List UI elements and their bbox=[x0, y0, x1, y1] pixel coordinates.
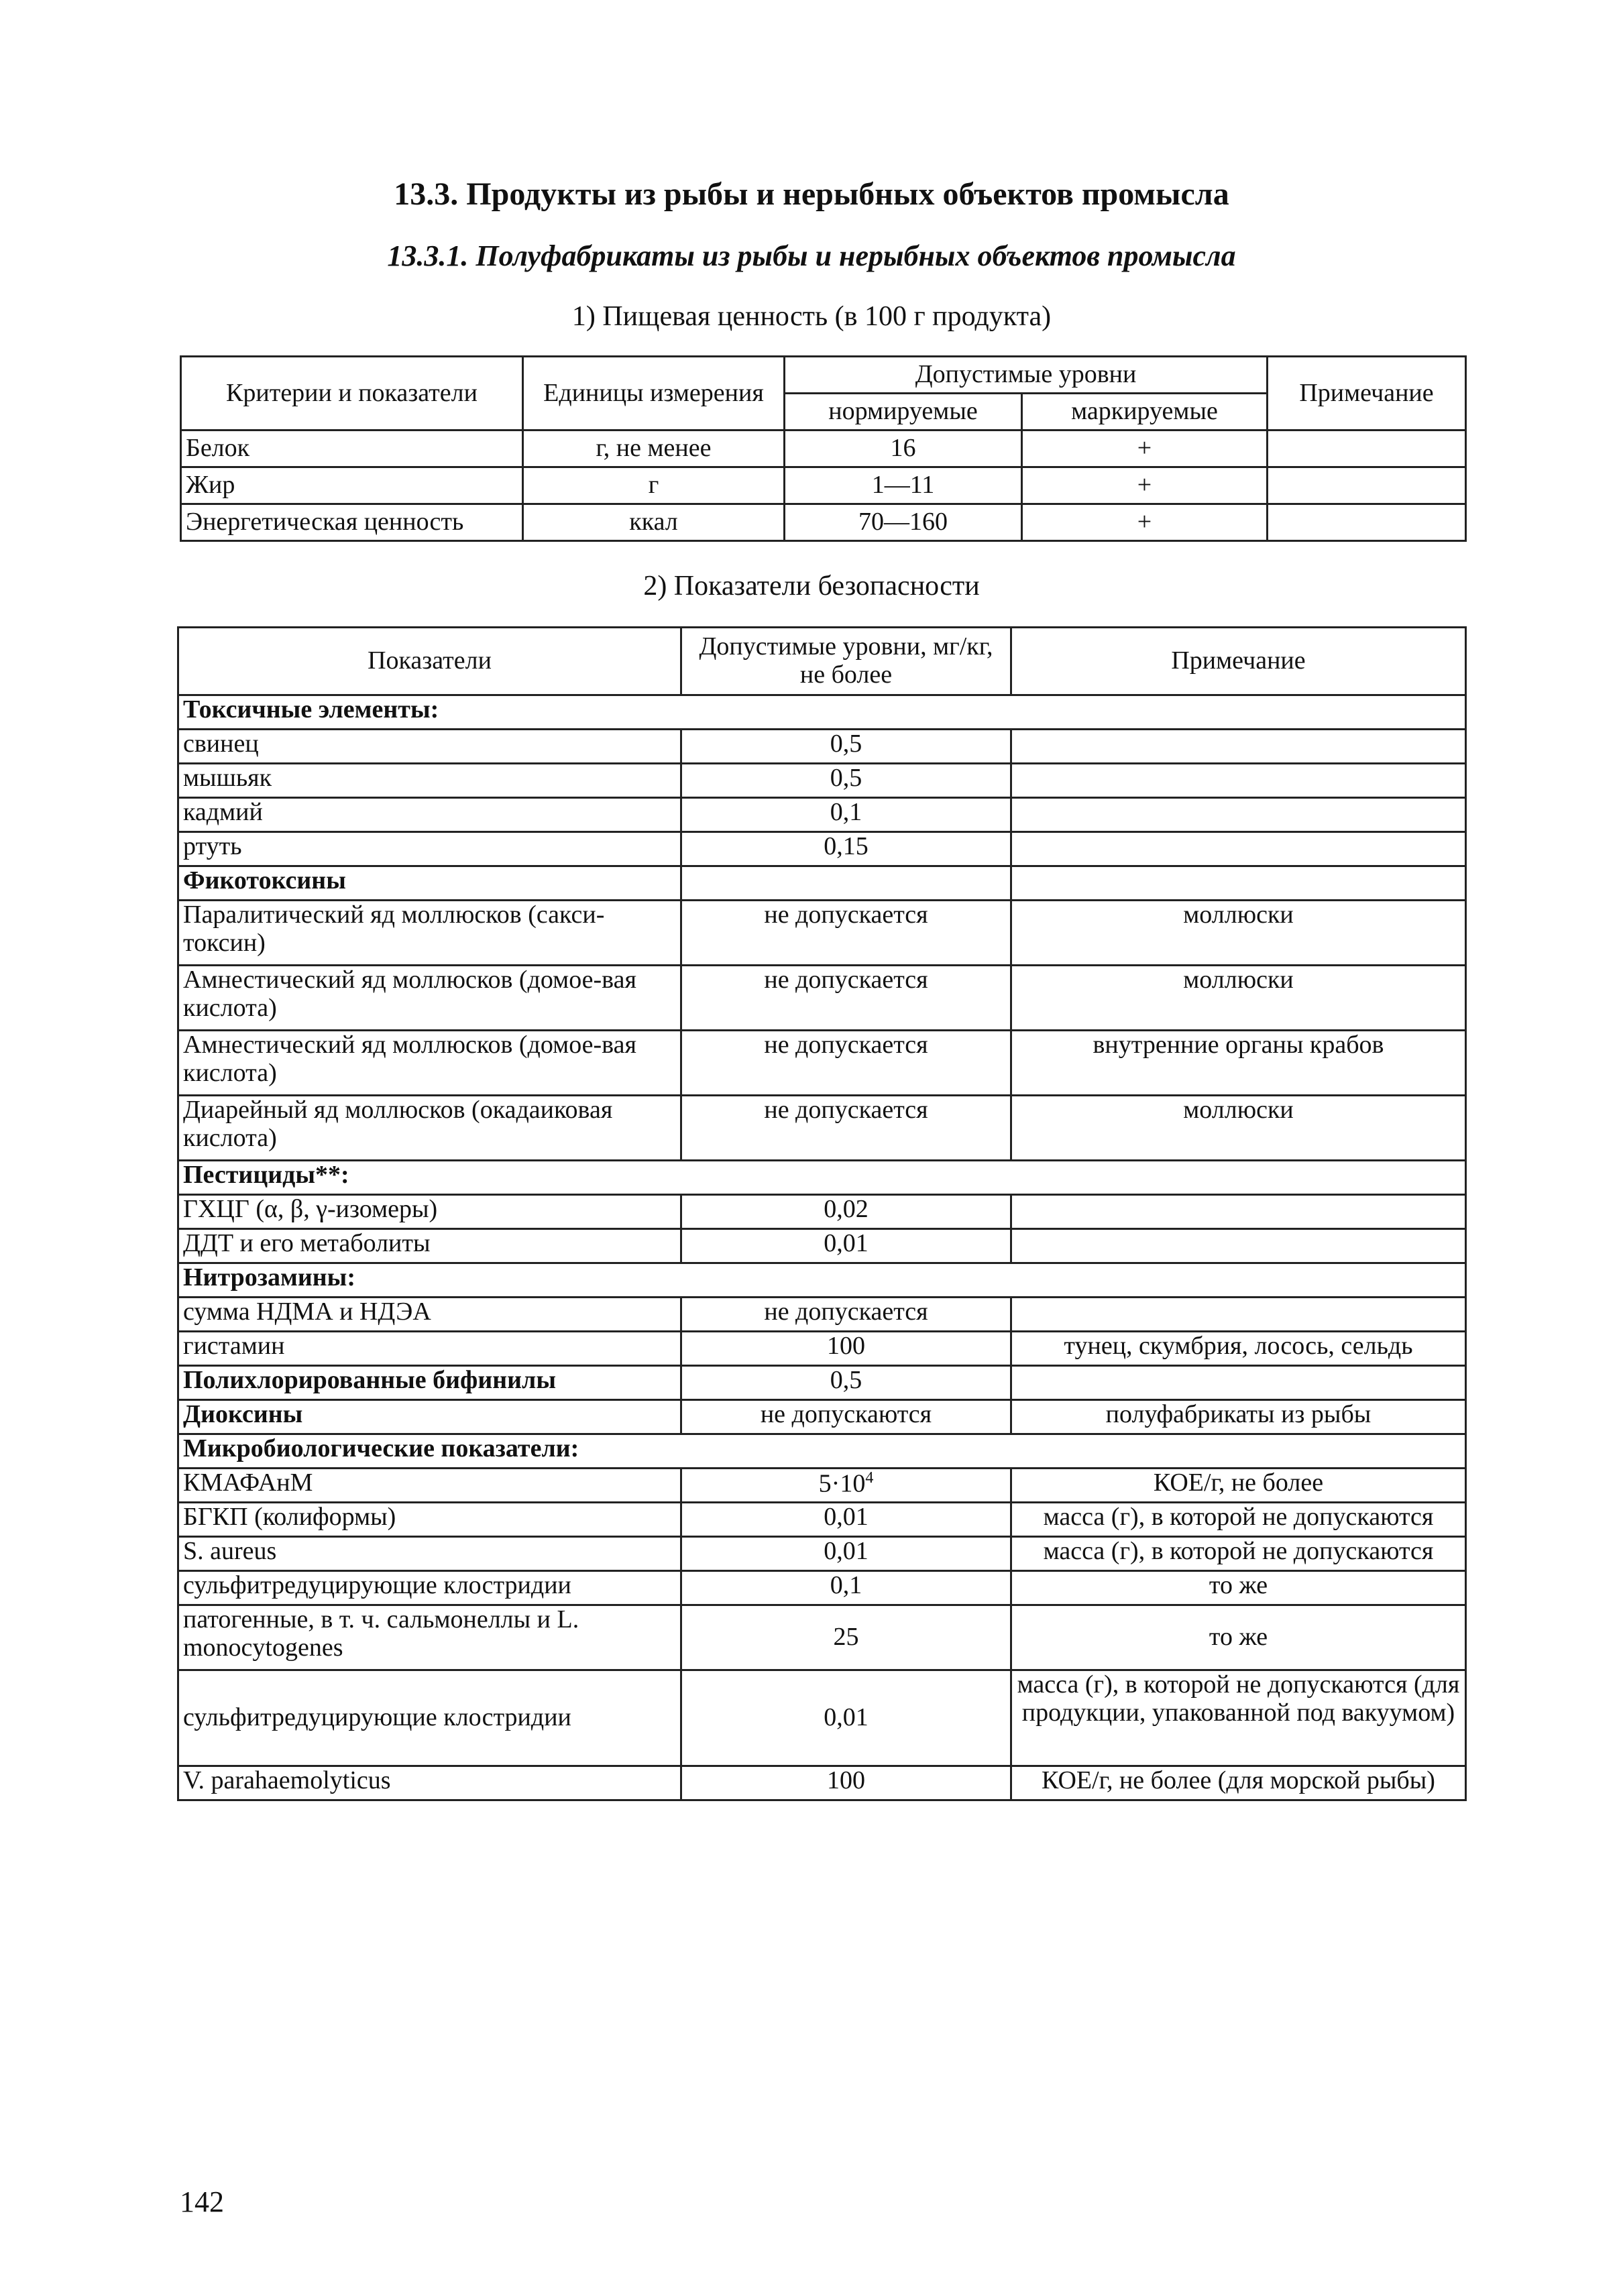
row-note bbox=[1011, 730, 1466, 764]
row-name: Белок bbox=[181, 431, 523, 467]
row-name: ГХЦГ (α, β, γ-изомеры) bbox=[178, 1195, 681, 1229]
row-level: 0,1 bbox=[681, 798, 1011, 832]
table-row bbox=[178, 1766, 1466, 1800]
table-row bbox=[178, 1229, 1466, 1263]
row-level: не допускается bbox=[681, 1096, 1011, 1161]
row-marked: + bbox=[1022, 431, 1268, 467]
row-name: патогенные, в т. ч. сальмонеллы и L. monocytogenes bbox=[178, 1605, 681, 1670]
table-row bbox=[178, 832, 1466, 866]
table-row bbox=[178, 901, 1466, 966]
row-level: 0,01 bbox=[681, 1670, 1011, 1766]
row-unit: ккал bbox=[523, 504, 785, 541]
row-name: ртуть bbox=[178, 832, 681, 866]
nutrition-table bbox=[180, 355, 1467, 542]
header-note: Примечание bbox=[1268, 357, 1466, 431]
table-row bbox=[178, 1366, 1466, 1400]
row-normed: 70—160 bbox=[785, 504, 1022, 541]
row-name: ДДТ и его метаболиты bbox=[178, 1229, 681, 1263]
row-name: сульфитредуцирующие клостридии bbox=[178, 1571, 681, 1605]
row-level: 0,01 bbox=[681, 1229, 1011, 1263]
subsection-heading: 13.3.1. Полуфабрикаты из рыбы и нерыбных объектов промысла bbox=[387, 239, 1236, 272]
row-name: сульфитредуцирующие клостридии bbox=[178, 1670, 681, 1766]
row-name: Диоксины bbox=[178, 1400, 681, 1434]
header-indicator: Показатели bbox=[178, 628, 681, 695]
table-row bbox=[178, 1031, 1466, 1096]
row-name: БГКП (колиформы) bbox=[178, 1503, 681, 1537]
table-row bbox=[181, 467, 1466, 504]
group-phyco: Фикотоксины bbox=[178, 866, 681, 901]
row-note: КОЕ/г, не более bbox=[1011, 1469, 1466, 1503]
group-header-row bbox=[178, 1434, 1466, 1469]
row-unit: г bbox=[523, 467, 785, 504]
row-note bbox=[1011, 1195, 1466, 1229]
row-note: масса (г), в которой не допускаются bbox=[1011, 1537, 1466, 1571]
row-level bbox=[681, 1469, 1011, 1503]
table-row bbox=[178, 1537, 1466, 1571]
row-note: то же bbox=[1011, 1571, 1466, 1605]
row-name: Жир bbox=[181, 467, 523, 504]
row-note: моллюски bbox=[1011, 1096, 1466, 1161]
row-name: Энергетическая ценность bbox=[181, 504, 523, 541]
group-header-row bbox=[178, 866, 1466, 901]
row-note bbox=[1011, 832, 1466, 866]
row-level: 0,5 bbox=[681, 1366, 1011, 1400]
header-marked: маркируемые bbox=[1022, 394, 1268, 431]
row-level: 0,02 bbox=[681, 1195, 1011, 1229]
row-name: сумма НДМА и НДЭА bbox=[178, 1298, 681, 1332]
row-name: КМАФАнМ bbox=[178, 1469, 681, 1503]
row-name: Диарейный яд моллюсков (окадаиковая кислота) bbox=[178, 1096, 681, 1161]
table-row bbox=[181, 431, 1466, 467]
row-level: 0,5 bbox=[681, 764, 1011, 798]
header-note: Примечание bbox=[1011, 628, 1466, 695]
nutrition-caption: 1) Пищевая ценность (в 100 г продукта) bbox=[571, 301, 1052, 332]
row-note: внутренние органы крабов bbox=[1011, 1031, 1466, 1096]
table-header-row bbox=[178, 628, 1466, 695]
row-note: полуфабрикаты из рыбы bbox=[1011, 1400, 1466, 1434]
row-note: КОЕ/г, не более (для морской рыбы) bbox=[1011, 1766, 1466, 1800]
row-level: 100 bbox=[681, 1766, 1011, 1800]
table-row bbox=[178, 1503, 1466, 1537]
row-note bbox=[1268, 504, 1466, 541]
row-note bbox=[1011, 764, 1466, 798]
level-exponent: 4 bbox=[865, 1469, 874, 1487]
table-header-row bbox=[181, 357, 1466, 394]
row-name: S. aureus bbox=[178, 1537, 681, 1571]
row-note bbox=[1011, 798, 1466, 832]
table-row bbox=[178, 1298, 1466, 1332]
row-note: масса (г), в которой не допускаются bbox=[1011, 1503, 1466, 1537]
header-units: Единицы измерения bbox=[523, 357, 785, 431]
row-level: не допускается bbox=[681, 901, 1011, 966]
safety-table bbox=[177, 626, 1467, 1801]
header-normed: нормируемые bbox=[785, 394, 1022, 431]
row-level: 0,01 bbox=[681, 1537, 1011, 1571]
row-note bbox=[1011, 1229, 1466, 1263]
row-level: 0,15 bbox=[681, 832, 1011, 866]
safety-caption: 2) Показатели безопасности bbox=[643, 571, 980, 601]
row-note: масса (г), в которой не допускаются (для продукции, упакованной под вакуумом) bbox=[1011, 1670, 1466, 1766]
group-header-row bbox=[178, 1263, 1466, 1298]
row-level: 0,1 bbox=[681, 1571, 1011, 1605]
table-row bbox=[178, 1670, 1466, 1766]
row-note: моллюски bbox=[1011, 966, 1466, 1031]
row-marked: + bbox=[1022, 467, 1268, 504]
table-row bbox=[178, 764, 1466, 798]
row-normed: 1—11 bbox=[785, 467, 1022, 504]
page-number: 142 bbox=[180, 2185, 224, 2218]
table-row bbox=[178, 1571, 1466, 1605]
row-name: свинец bbox=[178, 730, 681, 764]
section-heading: 13.3. Продукты из рыбы и нерыбных объектов промысла bbox=[394, 176, 1229, 212]
group-header-row bbox=[178, 1161, 1466, 1195]
table-row bbox=[178, 798, 1466, 832]
table-row bbox=[178, 1096, 1466, 1161]
row-name: Паралитический яд моллюсков (сакси-токсин) bbox=[178, 901, 681, 966]
row-level: не допускается bbox=[681, 1298, 1011, 1332]
row-level: не допускаются bbox=[681, 1400, 1011, 1434]
row-level: 100 bbox=[681, 1332, 1011, 1366]
empty-cell bbox=[1011, 866, 1466, 901]
group-nitrosamines: Нитрозамины: bbox=[178, 1263, 1466, 1298]
row-level: не допускается bbox=[681, 1031, 1011, 1096]
row-level: 0,01 bbox=[681, 1503, 1011, 1537]
row-name: Полихлорированные бифинилы bbox=[178, 1366, 681, 1400]
row-marked: + bbox=[1022, 504, 1268, 541]
table-row bbox=[181, 504, 1466, 541]
table-row bbox=[178, 1469, 1466, 1503]
table-row bbox=[178, 1400, 1466, 1434]
row-note bbox=[1268, 431, 1466, 467]
table-row bbox=[178, 1195, 1466, 1229]
table-row bbox=[178, 966, 1466, 1031]
row-name: мышьяк bbox=[178, 764, 681, 798]
group-micro: Микробиологические показатели: bbox=[178, 1434, 1466, 1469]
table-row bbox=[178, 1332, 1466, 1366]
group-header-row bbox=[178, 695, 1466, 730]
row-note bbox=[1268, 467, 1466, 504]
table-row bbox=[178, 730, 1466, 764]
row-name: V. parahaemolyticus bbox=[178, 1766, 681, 1800]
row-name: гистамин bbox=[178, 1332, 681, 1366]
row-name: Амнестический яд моллюсков (домое-вая кислота) bbox=[178, 1031, 681, 1096]
table-row bbox=[178, 1605, 1466, 1670]
row-level: 25 bbox=[681, 1605, 1011, 1670]
row-level: 0,5 bbox=[681, 730, 1011, 764]
row-note: тунец, скумбрия, лосось, сельдь bbox=[1011, 1332, 1466, 1366]
empty-cell bbox=[681, 866, 1011, 901]
row-normed: 16 bbox=[785, 431, 1022, 467]
header-criteria: Критерии и показатели bbox=[181, 357, 523, 431]
header-levels: Допустимые уровни bbox=[785, 357, 1268, 394]
group-pesticides: Пестициды**: bbox=[178, 1161, 1466, 1195]
row-note bbox=[1011, 1366, 1466, 1400]
row-name: Амнестический яд моллюсков (домое-вая кислота) bbox=[178, 966, 681, 1031]
row-note bbox=[1011, 1298, 1466, 1332]
level-base: 5·10 bbox=[818, 1469, 866, 1498]
row-note: то же bbox=[1011, 1605, 1466, 1670]
row-name: кадмий bbox=[178, 798, 681, 832]
row-note: моллюски bbox=[1011, 901, 1466, 966]
row-unit: г, не менее bbox=[523, 431, 785, 467]
row-level: не допускается bbox=[681, 966, 1011, 1031]
group-toxic: Токсичные элементы: bbox=[178, 695, 1466, 730]
header-levels: Допустимые уровни, мг/кг, не более bbox=[681, 628, 1011, 695]
